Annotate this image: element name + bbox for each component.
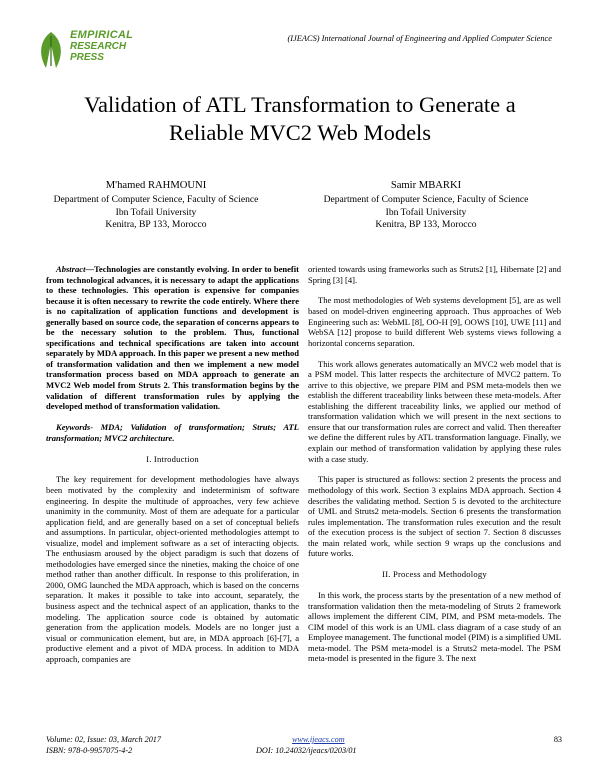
footer-url-link[interactable]: www.ijeacs.com [292, 735, 345, 744]
logo-line-2: RESEARCH [70, 41, 127, 52]
section-heading-introduction: I. Introduction [146, 453, 199, 464]
author-city: Kenitra, BP 133, Morocco [375, 219, 477, 231]
logo-text [70, 30, 133, 63]
intro-paragraph-3: This work allows generates automatically an MVC2 web model that is a PSM model. This latter respects the architecture of MVC2 pattern. To arrive to this objective, we prepare PIM and PSM meta-models then we establish the different traceability links between these meta-models. After establishing the different traceability links, we applied our method of transformation validation which we will present in the next sections to ensure that our transformation rules are correct and valid. Then thereafter we define the different rules by ATL transformation language. Finally, we explain our method of transformation validation by applying these rules with a case study. [308, 358, 561, 464]
author-univ: Ibn Tofail University [385, 206, 467, 218]
intro-paragraph-2: The most methodologies of Web systems development [5], are as well based on model-driven engineering approach. Thus approaches of Web Engineering such as: WebML [8], OO-H [9], OOWS [10], UWE [11] and WebSA [12] propose to build different Web systems views following a horizontal concerns separation. [308, 295, 561, 348]
logo-line-3: PRESS [70, 52, 104, 63]
author-univ: Ibn Tofail University [115, 206, 197, 218]
page-footer [46, 735, 562, 756]
footer-volume: Volume: 02, Issue: 03, March 2017 [46, 735, 161, 744]
intro-paragraph-4: This paper is structured as follows: section 2 presents the process and methodology of this work. Section 3 explains MDA approach. Section 4 describes the validating method. Section 5 is devoted to the architecture of UML and Struts2 meta-models. Section 6 presents the transformation rules implementation. The transformation rules execution and the result of the execution process is the subject of section 7. Section 8 discusses the main related work, while section 9 wraps up the conclusions and future works. [308, 474, 561, 559]
page-number: 83 [553, 735, 562, 744]
author-name: M'hamed RAHMOUNI [105, 180, 207, 191]
journal-name: (IJEACS) International Journal of Engineering and Applied Computer Science [287, 34, 552, 43]
title-line-2: Reliable MVC2 Web Models [168, 120, 432, 145]
abstract-label: Abstract [56, 264, 86, 274]
leaf-icon [36, 30, 66, 70]
abstract [46, 264, 299, 412]
title-line-1: Validation of ATL Transformation to Generate a [84, 92, 516, 117]
author-name: Samir MBARKI [390, 180, 462, 191]
intro-paragraph-1-continued: oriented towards using frameworks such as Struts2 [1], Hibernate [2] and Spring [3] [4]. [308, 264, 561, 285]
footer-isbn: ISBN: 978-0-9957075-4-2 [46, 745, 133, 755]
left-column [46, 264, 299, 675]
author-block-1 [26, 180, 286, 232]
logo-line-1: EMPIRICAL [70, 29, 134, 41]
author-block-2 [296, 180, 556, 232]
author-dept: Department of Computer Science, Faculty of Science [323, 194, 529, 206]
keywords: Keywords- MDA; Validation of transformation; Struts; ATL transformation; MVC2 architecture. [46, 422, 299, 443]
author-dept: Department of Computer Science, Faculty of Science [53, 194, 259, 206]
author-city: Kenitra, BP 133, Morocco [105, 219, 207, 231]
footer-doi: DOI: 10.24032/ijeacs/0203/01 [256, 745, 357, 755]
right-column [308, 264, 561, 674]
abstract-text: —Technologies are constantly evolving. In order to benefit from technological advances, it is necessary to adapt the applications to these technologies. This operation is expensive for companies because it is often necessary to rewrite the code entirely. Where there is no capitalization of application functions and development is generally based on source code, the separation of concerns appears to be the necessary solution to the problem. Thus, functional specifications and technical specifications are taken into account separately by MDA approach. In this paper we present a new method of transformation validation and then we implement a new model transformation process based on MDA approach to generate an MVC2 Web model from Struts 2. This transformation begins by the validation of different transformation rules by applying the developed method of transformation validation. [46, 264, 299, 412]
paper-title [40, 91, 560, 147]
section-heading-process: II. Process and Methodology [382, 569, 487, 580]
process-paragraph-1: In this work, the process starts by the presentation of a new method of transformation validation then the meta-modeling of Struts 2 framework allows implement the different CIM, PIM, and PSM meta-models. The CIM model of this work is an UML class diagram of a case study of an Employee management. The functional model (PIM) is a simplified UML meta-model. The PSM meta-model is a Struts2 meta-model. The PSM meta-model is presented in the figure 3. The next [308, 590, 561, 664]
intro-paragraph-1: The key requirement for development methodologies have always been motivated by the complexity and indeterminism of software engineering. In despite the multitude of approaches, very few achieve unanimity in the community. Most of them are adequate for a particular application field, and are generally based on a set of conceptual beliefs and assumptions. In particular, object-oriented methodologies attempt to visualize, model and implement software as a set of interacting objects. The enthusiasm aroused by the object paradigm is such that dozens of methodologies have emerged since the nineties, making the choice of one method rather than another difficult. In response to this proliferation, in 2000, OMG launched the MDA approach, which is based on the concerns separation. It makes it possible to take into account, separately, the business aspect and the technical aspect of an application, thanks to the modeling. The application source code is obtained by automatic generation from the application models. Models are no longer just a visual or communication element, but are, in MDA approach [6]-[7], a productive element and a pivot of MDA process. In addition to MDA approach, companies are [46, 474, 299, 664]
publisher-logo [36, 28, 156, 74]
